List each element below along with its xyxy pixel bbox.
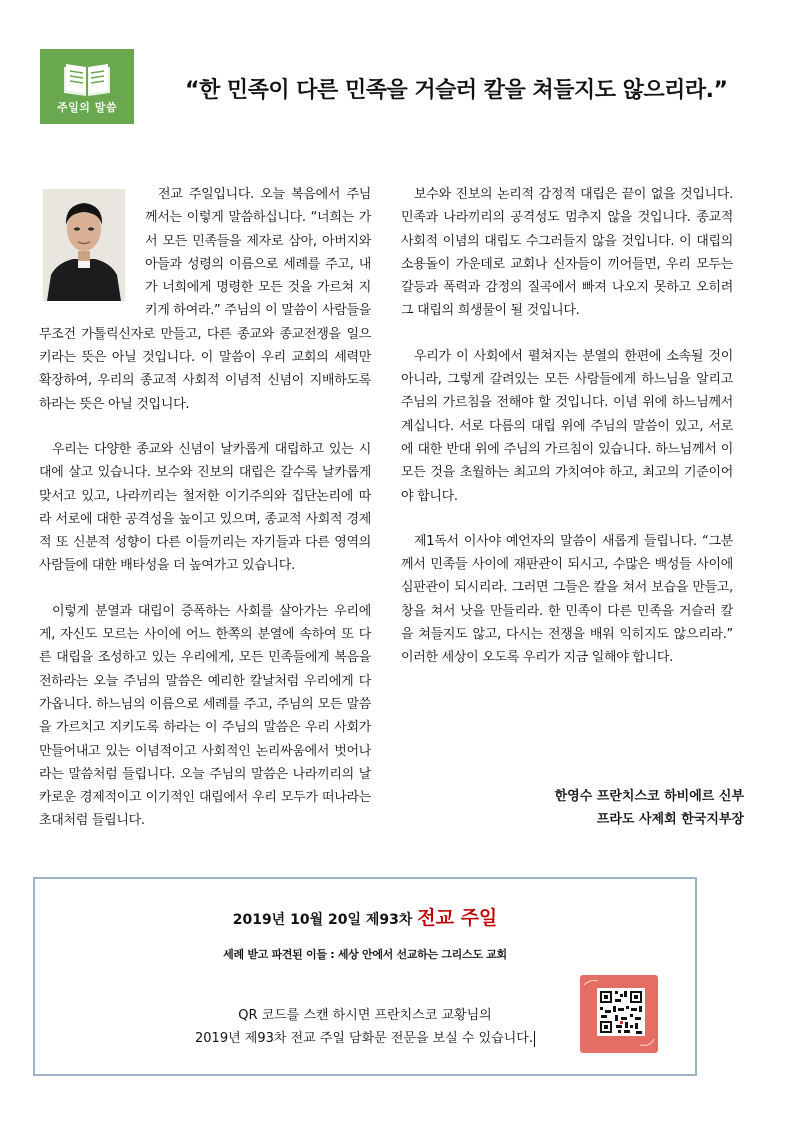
notice-heading-accent: 전교 주일 bbox=[417, 907, 498, 929]
article-paragraph: 제1독서 이사야 예언자의 말씀이 새롭게 들립니다. “그분께서 민족들 사이에 재판관이 되시고, 수많은 백성들 사이에 심판관이 되시리라. 그러면 그들은 칼을 쳐서 보습을 만들고, 창을 쳐서 낫을 만들리라. 한 민족이 다른 민족을 거슬러 칼을 쳐들지도 않고, 다시는 전쟁을 배워 익히지도 않으리라.” 이러한 세상이 오도록 우리가 지금 일해야 합니다. bbox=[401, 533, 733, 666]
author-role: 프라도 사제회 한국지부장 bbox=[596, 812, 744, 827]
author-name: 한영수 프란치스코 하비에르 신부 bbox=[554, 789, 744, 804]
article-paragraph: 우리는 다양한 종교와 신념이 날카롭게 대립하고 있는 시대에 살고 있습니다. 보수와 진보의 대립은 갈수록 날카롭게 맞서고 있고, 나라끼리는 철저한 이기주의와 집단논리에 따라 서로에 대한 공격성을 높이고 있으며, 종교적 사회적 경제적 또 신분적 성향이 다른 이들끼리는 자기들과 다른 영역의 사람들에 대한 배타성을 더 높여가고 있습니다. bbox=[39, 441, 371, 574]
article-paragraph bbox=[39, 183, 371, 416]
article-paragraph: 이렇게 분열과 대립이 증폭하는 사회를 살아가는 우리에게, 자신도 모르는 사이에 어느 한쪽의 분열에 속하여 또 다른 대립을 조성하고 있는 우리에게, 모든 민족들에게 복음을 전하라는 오늘 주님의 말씀은 예리한 칼날처럼 우리에게 다가옵니다. 하느님의 이름으로 세례를 주고, 주님의 모든 말씀을 가르치고 지키도록 하라는 이 주님의 말씀은 우리 사회가 만들어내고 있는 이념적이고 사회적인 논리싸움에서 벗어나라는 말씀처럼 들립니다. 오늘 주님의 말씀은 나라끼리의 날카로운 경제적이고 이기적인 대립에서 우리 모두가 떠나라는 초대처럼 들립니다. bbox=[39, 603, 371, 829]
notice-subheading: 세례 받고 파견된 이들 : 세상 안에서 선교하는 그리스도 교회 bbox=[223, 948, 507, 961]
logo-label: 주일의 말씀 bbox=[57, 101, 117, 114]
article-left-column bbox=[39, 183, 371, 855]
author-signature bbox=[401, 785, 744, 831]
page-title: “한 민족이 다른 민족을 거슬러 칼을 쳐들지도 않으리라.” bbox=[185, 78, 728, 103]
author-photo bbox=[43, 189, 125, 301]
notice-heading-date: 2019년 10월 20일 제93차 bbox=[232, 912, 413, 928]
text-cursor bbox=[534, 1031, 535, 1047]
notice-box bbox=[33, 877, 697, 1076]
notice-description bbox=[165, 1004, 565, 1050]
qr-code-card[interactable] bbox=[580, 975, 658, 1053]
article-right-column bbox=[401, 183, 733, 692]
article-text: 전교 주일입니다. 오늘 복음에서 주님께서는 이렇게 말씀하십니다. “너희는 가서 모든 민족들을 제자로 삼아, 아버지와 아들과 성령의 이름으로 세례를 주고, 내가 너희에게 명령한 모든 것을 가르쳐 지키게 하여라.” 주님의 이 말씀이 사람들을 무조건 가톨릭신자로 만들고, 다른 종교와 종교전쟁을 일으키라는 뜻은 아닐 것입니다. 이 말씀이 우리 교회의 세력만 확장하여, 우리의 종교적 사회적 이념적 신념이 지배하도록 하라는 뜻은 아닐 것입니다. bbox=[39, 187, 371, 412]
notice-desc-line: QR 코드를 스캔 하시면 프란치스코 교황님의 bbox=[238, 1008, 492, 1023]
article-paragraph: 우리가 이 사회에서 펼쳐지는 분열의 한편에 소속될 것이 아니라, 그렇게 갈려있는 모든 사람들에게 하느님을 알리고 주님의 가르침을 전해야 할 것입니다. 이념 위에 하느님께서 계십니다. 서로 다름의 대립 위에 주님의 말씀이 있고, 서로에 대한 반대 위에 주님의 가르침이 있습니다. 하느님께서 이 모든 것을 초월하는 최고의 가치여야 하고, 최고의 기준이어야 합니다. bbox=[401, 348, 733, 504]
qr-code-icon[interactable] bbox=[580, 975, 658, 1053]
notice-heading bbox=[35, 903, 695, 930]
article-paragraph: 보수와 진보의 논리적 감정적 대립은 끝이 없을 것입니다. 민족과 나라끼리의 공격성도 멈추지 않을 것입니다. 종교적 사회적 이념의 대립도 수그러들지 않을 것입니다. 이 대립의 소용돌이 가운데로 교회나 신자들이 끼어들면, 우리 모두는 갈등과 폭력과 감정의 질곡에서 빠져 나오지 못하고 오히려 그 대립의 희생물이 될 것입니다. bbox=[401, 187, 733, 319]
notice-desc-line: 2019년 제93차 전교 주일 담화문 전문을 보실 수 있습니다. bbox=[195, 1031, 533, 1046]
open-book-icon bbox=[62, 58, 112, 96]
section-logo bbox=[40, 49, 134, 124]
